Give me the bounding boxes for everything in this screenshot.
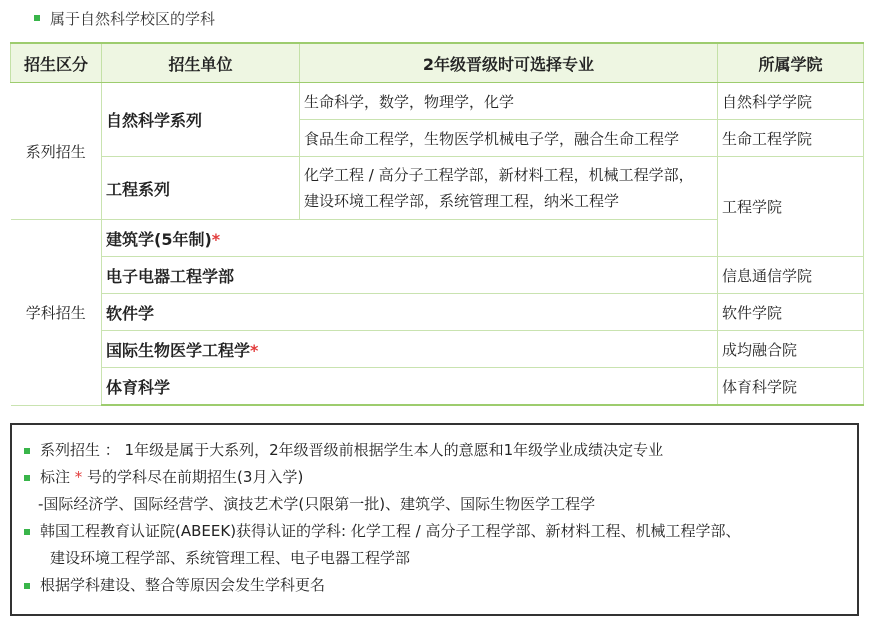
note-item	[24, 437, 845, 464]
college-engineering: 工程学院	[718, 157, 864, 257]
note-star-text	[40, 464, 303, 491]
unit-electronic: 电子电器工程学部	[102, 257, 718, 294]
majors-engineering	[300, 157, 718, 220]
unit-architecture-text: 建筑学(5年制)	[106, 229, 212, 249]
majors-engineering-line2: 建设环境工程学部，系统管理工程，纳米工程学	[304, 192, 620, 210]
majors-natural-science-2: 食品生命工程学，生物医学机械电子学，融合生命工程学	[300, 120, 718, 157]
unit-architecture	[102, 220, 718, 257]
star-mark: *	[250, 340, 259, 360]
table-header-row	[11, 43, 864, 83]
college-natural-science: 自然科学学院	[718, 83, 864, 120]
star-mark: *	[74, 468, 83, 486]
college-sport: 体育科学院	[718, 368, 864, 406]
bullet-square-icon	[34, 15, 40, 21]
note-star-prefix: 标注	[40, 468, 75, 486]
table-row	[11, 83, 864, 120]
note-item	[24, 572, 845, 599]
note-series-text: 系列招生 ： 1年级是属于大系列，2年级晋级前根据学生本人的意愿和1年级学业成绩决定专业	[40, 441, 664, 459]
unit-sport: 体育科学	[102, 368, 718, 406]
unit-engineering: 工程系列	[102, 157, 300, 220]
section-heading	[34, 6, 215, 30]
college-software: 软件学院	[718, 294, 864, 331]
note-star-continuation: -国际经济学、国际经营学、演技艺术学(只限第一批)、建筑学、国际生物医学工程学	[38, 495, 596, 513]
unit-biomedical	[102, 331, 718, 368]
major-table	[10, 42, 864, 406]
category-subject: 学科招生	[11, 220, 102, 406]
bullet-square-icon	[24, 475, 30, 481]
header-category: 招生区分	[11, 43, 102, 83]
table-row	[11, 257, 864, 294]
unit-software: 软件学	[102, 294, 718, 331]
note-rename-text: 根据学科建设、整合等原因会发生学科更名	[40, 576, 326, 594]
note-abeek-continuation: 建设环境工程学部、系统管理工程、电子电器工程学部	[50, 549, 411, 567]
college-convergence: 成均融合院	[718, 331, 864, 368]
header-unit: 招生单位	[102, 43, 300, 83]
star-mark: *	[211, 229, 221, 249]
unit-natural-science: 自然科学系列	[102, 83, 300, 157]
note-abeek-text: 韩国工程教育认证院(ABEEK)获得认证的学科: 化学工程 / 高分子工程学部、新材料工程、机械工程学部、	[40, 522, 741, 540]
college-info-comm: 信息通信学院	[718, 257, 864, 294]
college-life-engineering: 生命工程学院	[718, 120, 864, 157]
majors-engineering-line1: 化学工程 / 高分子工程学部，新材料工程，机械工程学部，	[304, 166, 694, 184]
bullet-square-icon	[24, 448, 30, 454]
category-series: 系列招生	[11, 83, 102, 220]
bullet-square-icon	[24, 583, 30, 589]
header-majors: 2年级晋级时可选择专业	[300, 43, 718, 83]
table-row	[11, 331, 864, 368]
notes-box	[10, 423, 859, 616]
note-item	[24, 518, 845, 545]
unit-biomedical-text: 国际生物医学工程学	[106, 340, 251, 360]
table-row	[11, 368, 864, 406]
section-heading-text: 属于自然科学校区的学科	[50, 9, 216, 28]
majors-natural-science-1: 生命科学，数学，物理学，化学	[300, 83, 718, 120]
table-row	[11, 294, 864, 331]
header-college: 所属学院	[718, 43, 864, 83]
note-item	[24, 464, 845, 491]
note-star-suffix: 号的学科尽在前期招生(3月入学)	[82, 468, 304, 486]
bullet-square-icon	[24, 529, 30, 535]
